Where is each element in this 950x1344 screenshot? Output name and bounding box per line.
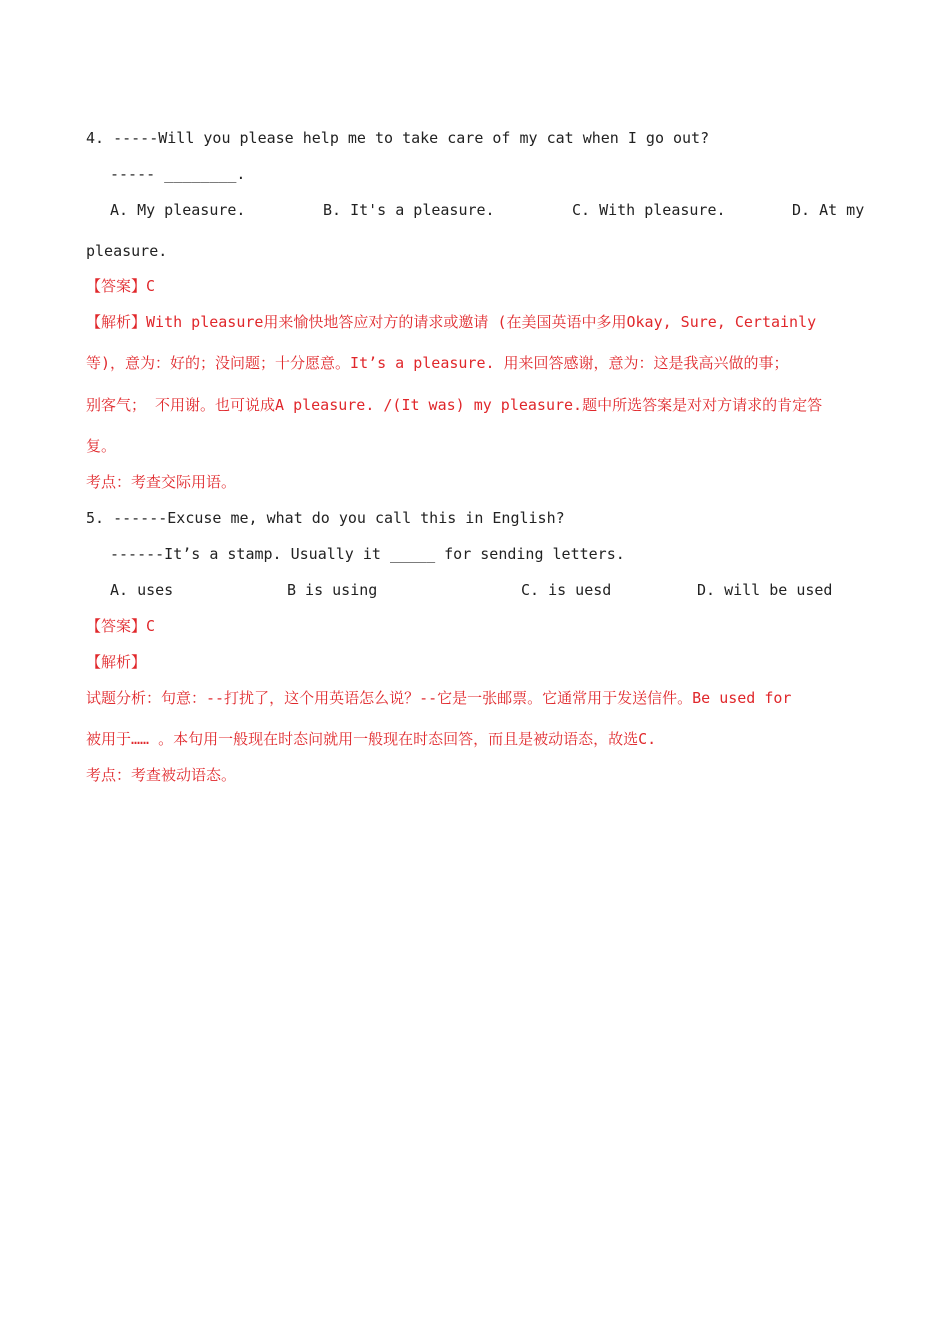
q5-option-d: D. will be used — [697, 581, 833, 599]
q5-reply: ------It’s a stamp. Usually it _____ for sending letters. — [110, 545, 625, 563]
q5-option-a: A. uses — [110, 581, 174, 599]
q5-analysis-line-1: 试题分析：句意：--打扰了，这个用英语怎么说？--它是一张邮票。它通常用于发送信件。Be used for — [86, 689, 792, 707]
answer-value: C — [146, 617, 156, 635]
answer-tag: 【答案】 — [86, 277, 147, 295]
q4-option-d: D. At my — [792, 201, 865, 219]
answer-tag: 【答案】 — [86, 617, 147, 635]
q5-option-c: C. is uesd — [521, 581, 612, 599]
analysis-text: With pleasure用来愉快地答应对方的请求或邀请 (在美国英语中多用Okay, Sure, Certainly — [146, 313, 817, 331]
q4-analysis-line-1 — [86, 312, 816, 332]
q5-question: 5. ------Excuse me, what do you call this in English? — [86, 509, 565, 527]
q4-option-b: B. It's a pleasure. — [323, 201, 495, 219]
q4-answer — [86, 276, 155, 296]
answer-value: C — [146, 277, 156, 295]
q5-analysis-tag: 【解析】 — [86, 653, 147, 671]
q4-option-c: C. With pleasure. — [572, 201, 726, 219]
q5-point: 考点：考查被动语态。 — [86, 766, 237, 784]
q4-point: 考点：考查交际用语。 — [86, 473, 237, 491]
q5-analysis-line-2: 被用于…… 。本句用一般现在时态问就用一般现在时态回答，而且是被动语态，故选C. — [86, 730, 657, 748]
q5-answer — [86, 616, 155, 636]
q4-question: 4. -----Will you please help me to take care of my cat when I go out? — [86, 129, 710, 147]
q4-option-a: A. My pleasure. — [110, 201, 246, 219]
analysis-tag: 【解析】 — [86, 313, 147, 331]
q4-analysis-line-3: 别客气； 不用谢。也可说成A pleasure. /(It was) my pleasure.题中所选答案是对对方请求的肯定答 — [86, 396, 823, 414]
q4-analysis-line-2: 等)，意为：好的；没问题；十分愿意。It’s a pleasure. 用来回答感谢，意为：这是我高兴做的事； — [86, 354, 789, 372]
q4-analysis-line-4: 复。 — [86, 437, 117, 455]
q4-reply: ----- ________. — [110, 165, 246, 183]
q5-option-b: B is using — [287, 581, 378, 599]
q4-option-d-continued: pleasure. — [86, 242, 168, 260]
